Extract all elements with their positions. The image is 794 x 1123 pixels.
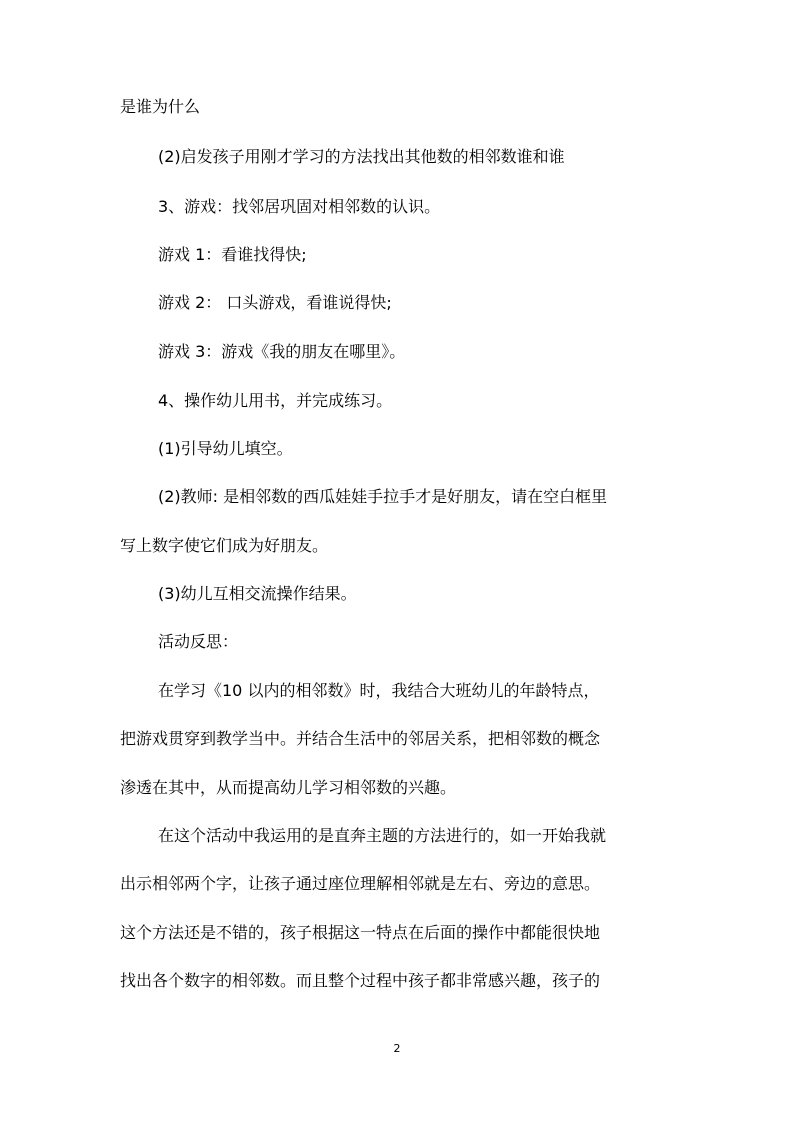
text-line: 4、操作幼儿用书，并完成练习。 bbox=[158, 391, 393, 410]
text-line: (2)启发孩子用刚才学习的方法找出其他数的相邻数谁和谁 bbox=[158, 147, 565, 166]
text-line: (3)幼儿互相交流操作结果。 bbox=[158, 584, 357, 603]
text-line: 这个方法还是不错的，孩子根据这一特点在后面的操作中都能很快地 bbox=[120, 923, 601, 942]
text-line: (1)引导幼儿填空。 bbox=[158, 439, 293, 458]
text-line: (2)教师: 是相邻数的西瓜娃娃手拉手才是好朋友，请在空白框里 bbox=[158, 487, 608, 506]
page-number: 2 bbox=[393, 1042, 401, 1055]
text-line: 是谁为什么 bbox=[120, 97, 201, 116]
text-line: 渗透在其中，从而提高幼儿学习相邻数的兴趣。 bbox=[120, 778, 457, 797]
text-line: 游戏 1：看谁找得快; bbox=[158, 245, 307, 264]
text-line: 在学习《10 以内的相邻数》时，我结合大班幼儿的年龄特点， bbox=[158, 681, 600, 700]
text-line: 活动反思： bbox=[158, 632, 239, 651]
text-line: 游戏 2： 口头游戏，看谁说得快; bbox=[158, 293, 392, 312]
text-line: 把游戏贯穿到教学当中。并结合生活中的邻居关系，把相邻数的概念 bbox=[120, 729, 601, 748]
text-line: 找出各个数字的相邻数。而且整个过程中孩子都非常感兴趣，孩子的 bbox=[120, 971, 601, 990]
text-line: 游戏 3：游戏《我的朋友在哪里》。 bbox=[158, 342, 406, 361]
text-line: 写上数字使它们成为好朋友。 bbox=[120, 536, 329, 555]
text-line: 出示相邻两个字，让孩子通过座位理解相邻就是左右、旁边的意思。 bbox=[120, 874, 601, 893]
text-line: 在这个活动中我运用的是直奔主题的方法进行的，如一开始我就 bbox=[158, 826, 607, 845]
text-line: 3、游戏：找邻居巩固对相邻数的认识。 bbox=[158, 197, 441, 216]
